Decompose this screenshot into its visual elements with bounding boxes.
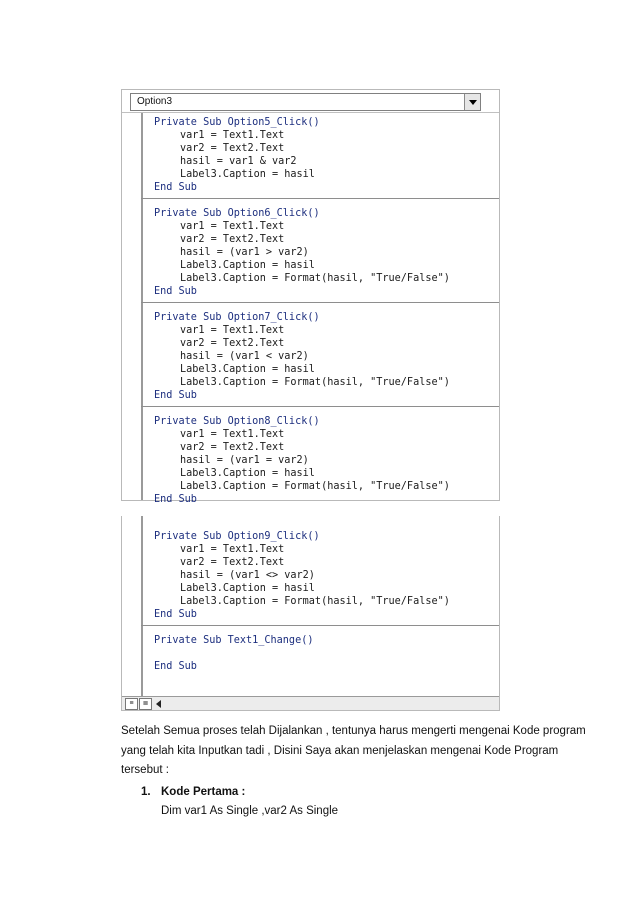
code-line[interactable]: Label3.Caption = Format(hasil, "True/False") xyxy=(180,481,450,492)
paragraph-line: yang telah kita Inputkan tadi , Disini Saya akan menjelaskan mengenai Kode Program xyxy=(121,744,559,757)
list-number: 1. xyxy=(141,786,151,798)
full-module-view-icon[interactable]: ≣ xyxy=(139,698,152,710)
end-sub-line[interactable]: End Sub xyxy=(154,286,197,297)
end-sub-line[interactable]: End Sub xyxy=(154,661,197,672)
code-line[interactable]: hasil = (var1 <> var2) xyxy=(180,570,315,581)
code-line[interactable]: hasil = var1 & var2 xyxy=(180,156,297,167)
paragraph-line: tersebut : xyxy=(121,764,169,776)
procedure-separator xyxy=(141,625,499,626)
code-line[interactable]: Label3.Caption = hasil xyxy=(180,583,315,594)
code-line[interactable]: Label3.Caption = Format(hasil, "True/False") xyxy=(180,596,450,607)
horizontal-scrollbar[interactable] xyxy=(170,699,499,707)
procedure-separator xyxy=(141,406,499,407)
editor-status-bar xyxy=(122,696,499,710)
code-line[interactable]: var2 = Text2.Text xyxy=(180,143,285,154)
code-line[interactable]: var1 = Text1.Text xyxy=(180,429,285,440)
code-margin xyxy=(122,113,143,500)
code-line[interactable]: var1 = Text1.Text xyxy=(180,544,285,555)
code-line[interactable]: var2 = Text2.Text xyxy=(180,557,285,568)
procedure-view-icon[interactable]: ≡ xyxy=(125,698,138,710)
list-item-title: Kode Pertama : xyxy=(161,786,246,798)
end-sub-line[interactable]: End Sub xyxy=(154,182,197,193)
code-line[interactable]: Label3.Caption = Format(hasil, "True/False") xyxy=(180,377,450,388)
code-line[interactable]: Label3.Caption = hasil xyxy=(180,169,315,180)
object-combo-box[interactable] xyxy=(130,93,481,111)
code-editor-window-1 xyxy=(121,89,500,505)
explanation-paragraph xyxy=(121,722,586,781)
sub-header-line[interactable]: Private Sub Text1_Change() xyxy=(154,635,314,646)
code-line[interactable]: var2 = Text2.Text xyxy=(180,442,285,453)
end-sub-line[interactable]: End Sub xyxy=(154,494,197,505)
list-item-body: Dim var1 As Single ,var2 As Single xyxy=(161,805,339,817)
sub-header-line[interactable]: Private Sub Option9_Click() xyxy=(154,531,320,542)
paragraph-line: Setelah Semua proses telah Dijalankan , tentunya harus mengerti mengenai Kode program xyxy=(121,725,586,737)
chevron-down-icon[interactable] xyxy=(464,94,480,110)
code-line[interactable]: Label3.Caption = Format(hasil, "True/False") xyxy=(180,273,450,284)
sub-header-line[interactable]: Private Sub Option8_Click() xyxy=(154,416,320,427)
code-line[interactable]: hasil = (var1 < var2) xyxy=(180,351,309,362)
code-line[interactable]: var2 = Text2.Text xyxy=(180,234,285,245)
code-line[interactable]: var2 = Text2.Text xyxy=(180,338,285,349)
end-sub-line[interactable]: End Sub xyxy=(154,609,197,620)
code-margin xyxy=(122,516,143,696)
code-line[interactable]: var1 = Text1.Text xyxy=(180,325,285,336)
code-line[interactable]: var1 = Text1.Text xyxy=(180,130,285,141)
sub-header-line[interactable]: Private Sub Option5_Click() xyxy=(154,117,320,128)
code-editor-window-2 xyxy=(121,516,500,711)
end-sub-line[interactable]: End Sub xyxy=(154,390,197,401)
sub-header-line[interactable]: Private Sub Option6_Click() xyxy=(154,208,320,219)
scroll-left-icon[interactable] xyxy=(156,700,161,708)
code-line[interactable]: Label3.Caption = hasil xyxy=(180,364,315,375)
sub-header-line[interactable]: Private Sub Option7_Click() xyxy=(154,312,320,323)
code-line[interactable]: hasil = (var1 = var2) xyxy=(180,455,309,466)
object-combo-value: Option3 xyxy=(137,96,173,107)
code-line[interactable]: Label3.Caption = hasil xyxy=(180,260,315,271)
procedure-separator xyxy=(141,302,499,303)
procedure-separator xyxy=(141,198,499,199)
code-line[interactable]: Label3.Caption = hasil xyxy=(180,468,315,479)
code-line[interactable]: var1 = Text1.Text xyxy=(180,221,285,232)
code-line[interactable]: hasil = (var1 > var2) xyxy=(180,247,309,258)
toolbar-divider xyxy=(122,112,499,113)
